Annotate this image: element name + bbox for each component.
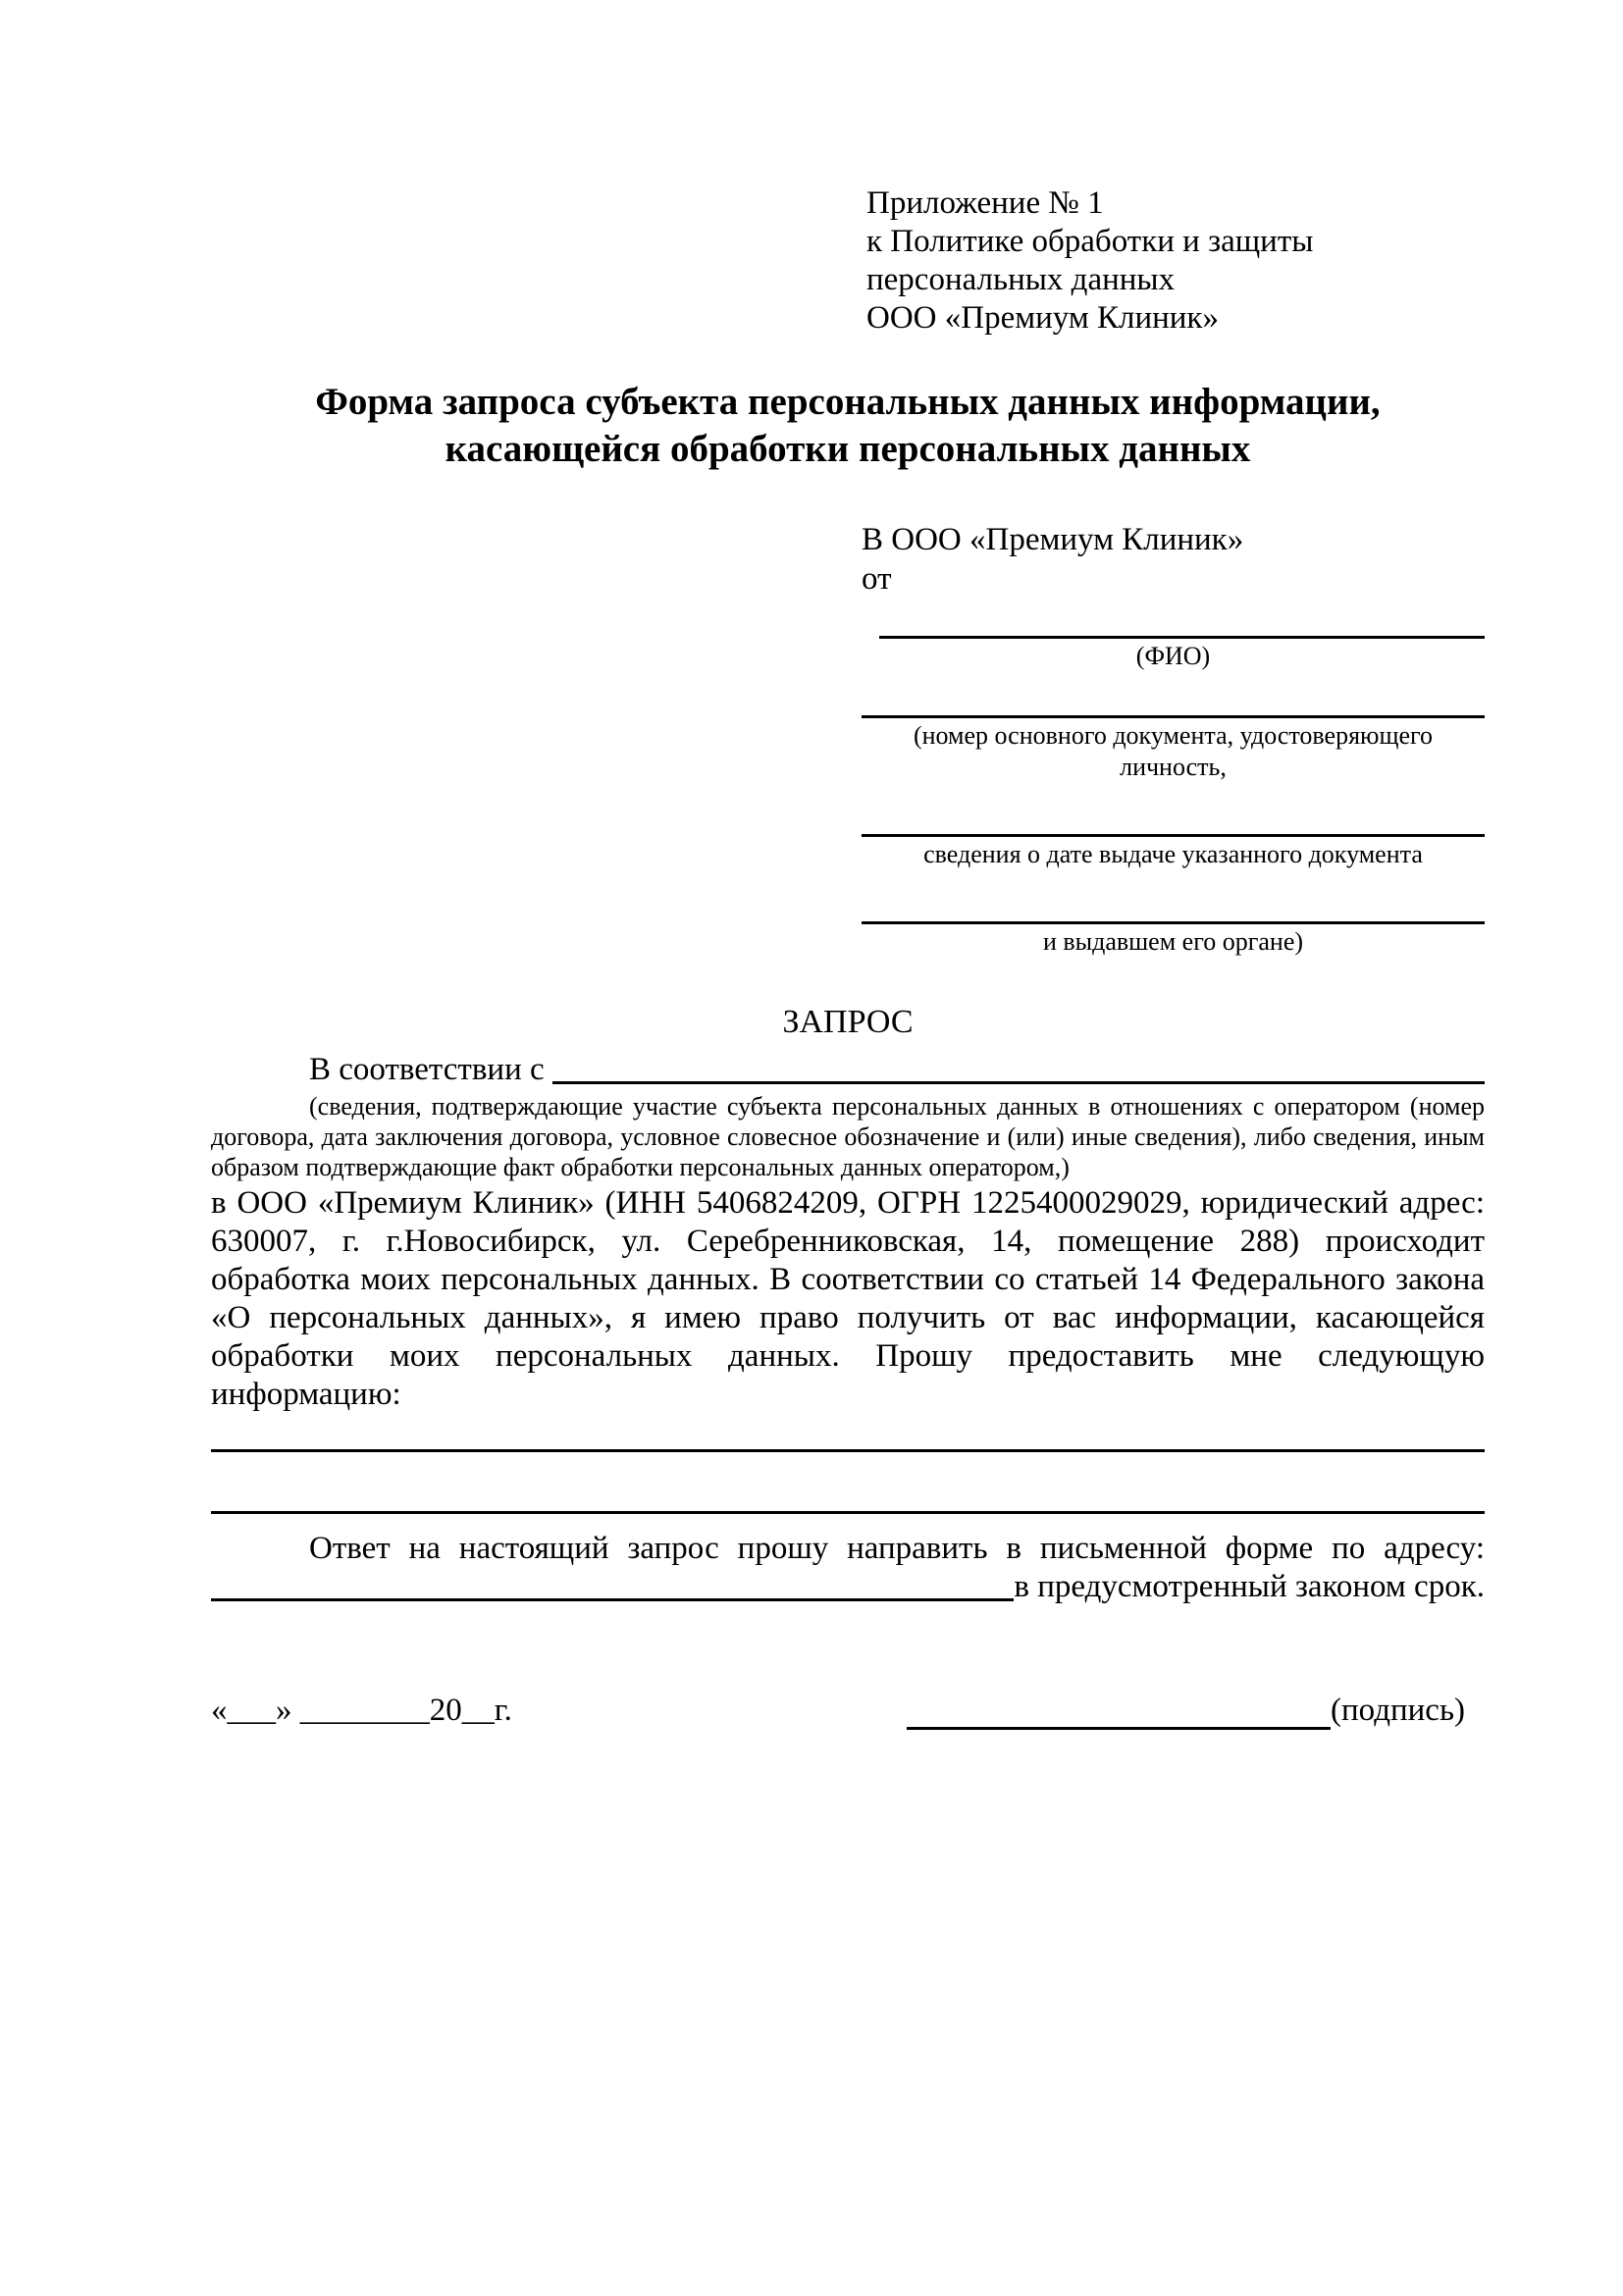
page-title	[211, 379, 1485, 473]
reply-suffix: в предусмотренный законом срок.	[1014, 1569, 1485, 1604]
appendix-header-line: к Политике обработки и защиты	[866, 224, 1314, 259]
date-blank[interactable]: «___» ________20__г.	[211, 1693, 512, 1728]
page-title-line-1: Форма запроса субъекта персональных данных информации,	[315, 381, 1381, 423]
issuing-authority-caption: и выдавшем его органе)	[1042, 927, 1304, 956]
appendix-header	[866, 184, 1485, 338]
issuing-authority-input-line[interactable]	[862, 900, 1485, 924]
addressee-from-label: от	[862, 561, 892, 597]
document-number-input-line[interactable]	[862, 694, 1485, 718]
reply-address-row	[211, 1568, 1485, 1606]
date-signature-row	[211, 1691, 1485, 1730]
fio-input-line[interactable]	[879, 614, 1485, 639]
appendix-header-line: персональных данных	[866, 262, 1176, 297]
relationship-details-input-line[interactable]	[552, 1081, 1485, 1084]
page-title-line-2: касающейся обработки персональных данных	[445, 428, 1251, 470]
requested-info-input-line-2[interactable]	[211, 1511, 1485, 1514]
reply-paragraph: Ответ на настоящий запрос прошу направить в письменной форме по адресу:	[309, 1531, 1485, 1566]
addressee-to: В ООО «Премиум Клиник»	[862, 522, 1244, 557]
request-body-paragraph: в ООО «Премиум Клиник» (ИНН 5406824209, ОГРН 1225400029029, юридический адрес: 630007, г. г.Новосибирск, ул. Серебренниковская, 14, помещение 288) происходит обработка моих персональных данных. В соответствии со статьей 14 Федерального закона «О персональных данных», я имею право получить от вас информации, касающейся обработки моих персональных данных. Прошу предоставить мне следующую информацию:	[211, 1185, 1485, 1412]
signature-group	[907, 1691, 1465, 1730]
signature-input-line[interactable]	[907, 1701, 1331, 1730]
appendix-header-line: ООО «Премиум Клиник»	[866, 300, 1219, 336]
according-row	[211, 1050, 1485, 1089]
request-heading: ЗАПРОС	[782, 1004, 914, 1040]
document-number-caption: (номер основного документа, удостоверяющего личность,	[913, 721, 1434, 781]
footnote-text: (сведения, подтверждающие участие субъекта персональных данных в отношениях с оператором (номер договора, дата заключения договора, условное словесное обозначение и (или) иные сведения), либо сведения, иным образом подтверждающие факт обработки персональных данных оператором,)	[211, 1092, 1485, 1181]
fio-caption: (ФИО)	[1135, 642, 1211, 670]
signature-caption: (подпись)	[1331, 1693, 1465, 1728]
issue-date-input-line[interactable]	[862, 812, 1485, 837]
issue-date-caption: сведения о дате выдаче указанного документа	[923, 840, 1423, 868]
reply-address-input-line[interactable]	[211, 1598, 1014, 1601]
requested-info-input-line-1[interactable]	[211, 1449, 1485, 1452]
appendix-header-line: Приложение № 1	[866, 185, 1104, 221]
addressee-block	[862, 520, 1485, 958]
according-prefix: В соответствии с	[309, 1052, 545, 1087]
